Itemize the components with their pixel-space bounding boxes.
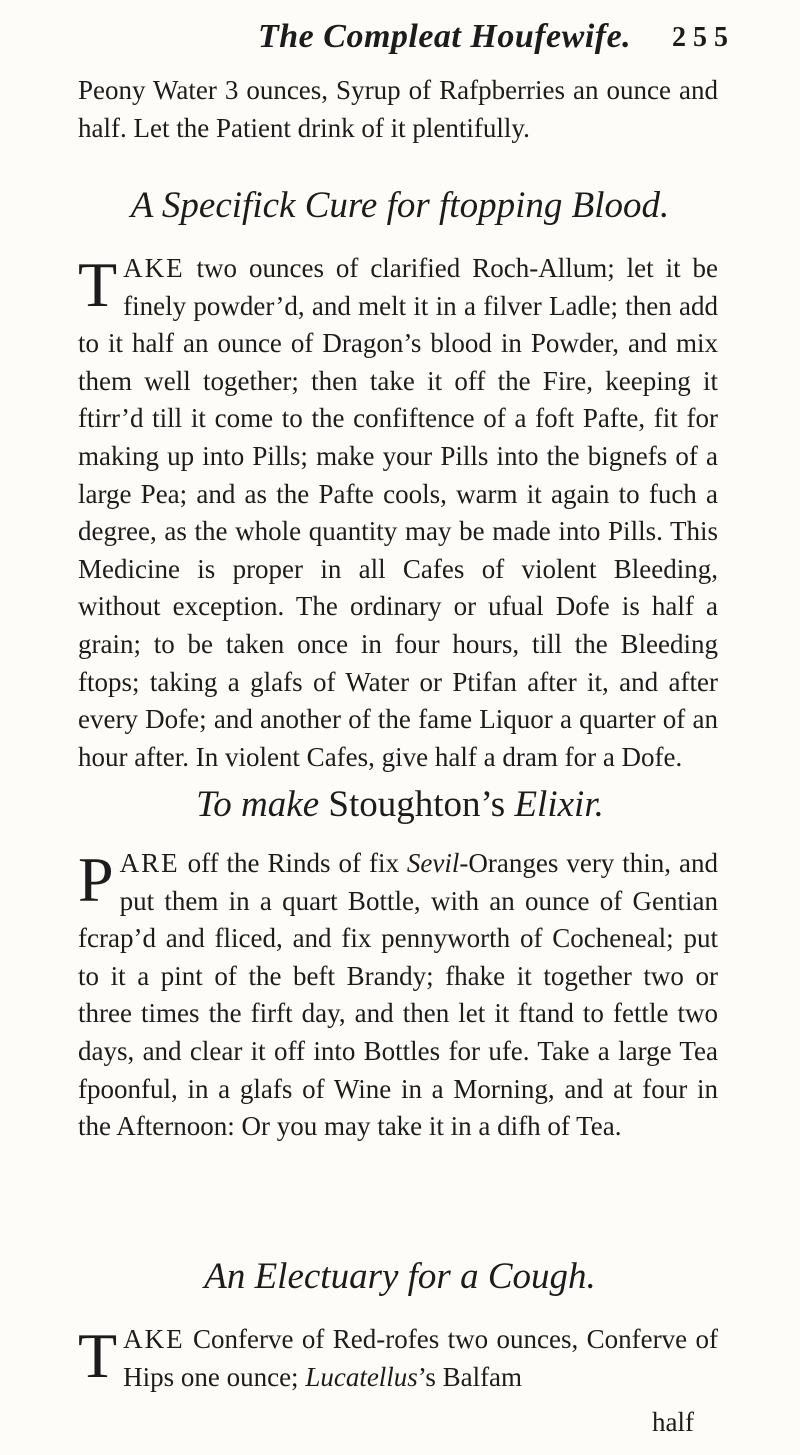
lead-word: AKE [123, 253, 185, 283]
recipe-italic-word: Sevil [406, 848, 460, 878]
dropcap: T [78, 1320, 118, 1391]
lead-word: AKE [123, 1324, 185, 1354]
running-title: The Compleat Houfewife. [258, 18, 632, 55]
opening-paragraph: Peony Water 3 ounces, Syrup of Rafpberries an ounce and half. Let the Patient drink of it plentifully. [78, 75, 718, 143]
running-head [0, 14, 800, 64]
recipe-specifick-cure [78, 250, 718, 776]
recipe-stoughtons-elixir [78, 845, 718, 1146]
dropcap: T [78, 249, 118, 320]
heading-part: Elixir. [505, 784, 604, 825]
heading-specifick-cure: A Specifick Cure for ftopping Blood. [130, 185, 670, 226]
lead-word: ARE [119, 848, 180, 878]
dropcap: P [78, 844, 114, 915]
recipe-body: off the Rinds of fix [179, 848, 407, 878]
recipe-italic-word: Lucatellus [305, 1361, 418, 1392]
recipe-body: two ounces of clarified Roch-Allum; let it be finely powder’d, and melt it in a filver Ladle; then add to it half an ounce of Dragon’s blood in Powder, and mix them well together; then take it off the Fire, keeping it ftirr’d till it come to the confiftence of a foft Pafte, fit for making up into Pills; make your Pills into the bignefs of a large Pea; and as the Pafte cools, warm it again to fuch a degree, as the whole quantity may be made into Pills. This Medicine is proper in all Cafes of violent Bleeding, without exception. The ordinary or ufual Dofe is half a grain; to be taken once in four hours, till the Bleeding ftops; taking a glafs of Water or Ptifan after it, and after every Dofe; and another of the fame Liquor a quarter of an hour after. In violent Cafes, give half a dram for a Dofe. [78, 253, 718, 772]
recipe-body: ’s Balfam [417, 1361, 523, 1392]
page-number: 2 5 5 [672, 22, 728, 53]
heading-name: Stoughton’s [328, 784, 506, 825]
recipe-body: Conferve of Red-rofes two ounces, Conferve of Hips one ounce; [123, 1324, 718, 1392]
heading-stoughtons-elixir [0, 783, 800, 826]
heading-part: To make [196, 784, 329, 825]
recipe-body: -Oranges very thin, and put them in a quart Bottle, with an ounce of Gentian fcrap’d and fliced, and fix pennyworth of Cochenеal; put to it a pint of the beft Brandy; fhake it together two or three times the firft day, and then let it ftand to fettle two days, and clear it off into Bottles for ufe. Take a large Tea fpoonful, in a glafs of Wine in a Morning, and at four in the Afternoon: Or you may take it in a difh of Tea. [78, 848, 718, 1142]
recipe-electuary-cough [78, 1321, 718, 1396]
catchword: half [652, 1407, 694, 1437]
heading-electuary-cough: An Electuary for a Cough. [204, 1256, 596, 1297]
